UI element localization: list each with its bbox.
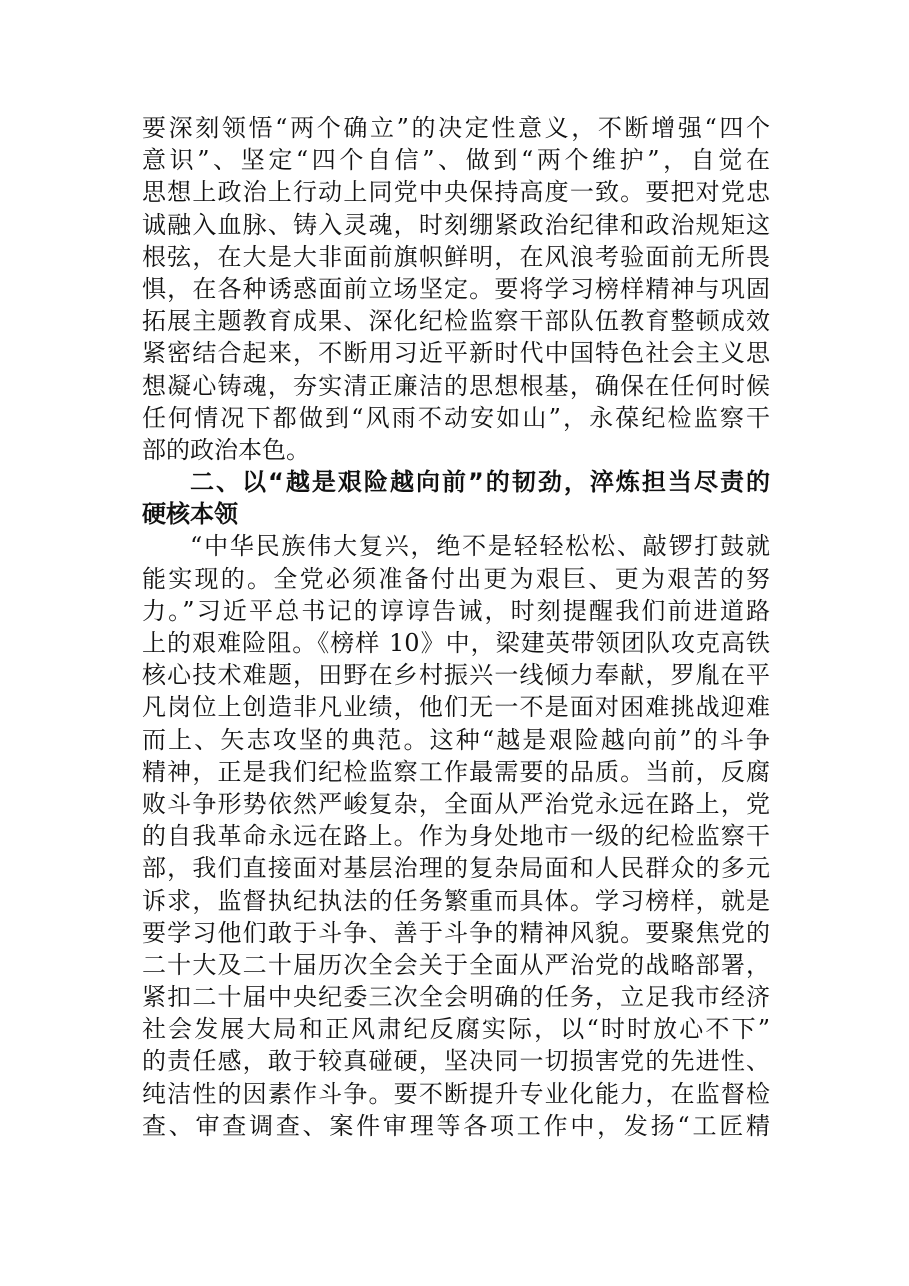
text-line: 力。”习近平总书记的谆谆告诫，时刻提醒我们前进道路 [142, 596, 770, 625]
text-line: 二十大及二十届历次全会关于全面从严治党的战略部署， [142, 950, 770, 979]
text-line: 部的政治本色。 [142, 435, 310, 464]
text-line: 思想上政治上行动上同党中央保持高度一致。要把对党忠 [142, 178, 770, 207]
text-line: 凡岗位上创造非凡业绩，他们无一不是面对困难挑战迎难 [142, 693, 770, 722]
text-line: 查、审查调查、案件审理等各项工作中，发扬“工匠精 [142, 1111, 770, 1140]
text-line: 根弦，在大是大非面前旗帜鲜明，在风浪考验面前无所畏 [142, 242, 770, 271]
text-line: 败斗争形势依然严峻复杂，全面从严治党永远在路上，党 [142, 789, 770, 818]
text-line: 惧，在各种诱惑面前立场坚定。要将学习榜样精神与巩固 [142, 274, 770, 303]
text-line: 核心技术难题，田野在乡村振兴一线倾力奉献，罗胤在平 [142, 661, 770, 690]
text-line: 诚融入血脉、铸入灵魂，时刻绷紧政治纪律和政治规矩这 [142, 210, 770, 239]
text-line: 社会发展大局和正风肃纪反腐实际，以“时时放心不下” [142, 1015, 770, 1044]
text-line: 拓展主题教育成果、深化纪检监察干部队伍教育整顿成效 [142, 307, 770, 336]
text-line: 部，我们直接面对基层治理的复杂局面和人民群众的多元 [142, 854, 770, 883]
text-line: 的自我革命永远在路上。作为身处地市一级的纪检监察干 [142, 822, 770, 851]
text-line: 要学习他们敢于斗争、善于斗争的精神风貌。要聚焦党的 [142, 918, 770, 947]
text-line: 上的艰难险阻。《榜样 10》中，梁建英带领团队攻克高铁 [142, 629, 770, 657]
text-line: 精神，正是我们纪检监察工作最需要的品质。当前，反腐 [142, 757, 770, 786]
text-line: 意识”、坚定“四个自信”、做到“两个维护”，自觉在 [142, 146, 770, 175]
text-line: 能实现的。全党必须准备付出更为艰巨、更为艰苦的努 [142, 564, 770, 593]
text-line: 而上、矢志攻坚的典范。这种“越是艰险越向前”的斗争 [142, 725, 770, 754]
paragraph-1 [142, 112, 770, 466]
paragraph-2 [142, 530, 770, 1142]
text-line: 想凝心铸魂，夯实清正廉洁的思想根基，确保在任何时候 [142, 371, 770, 400]
text-line: 任何情况下都做到“风雨不动安如山”，永葆纪检监察干 [142, 403, 770, 432]
document-body [142, 112, 770, 1142]
text-line: “中华民族伟大复兴，绝不是轻轻松松、敲锣打鼓就 [190, 532, 770, 561]
text-line: 诉求，监督执纪执法的任务繁重而具体。学习榜样，就是 [142, 886, 770, 915]
heading-line: 二、以“越是艰险越向前”的韧劲，淬炼担当尽责的 [190, 468, 770, 497]
section-heading [142, 466, 770, 530]
text-line: 要深刻领悟“两个确立”的决定性意义，不断增强“四个 [142, 114, 770, 142]
text-line: 的责任感，敢于较真碰硬，坚决同一切损害党的先进性、 [142, 1047, 770, 1076]
heading-line: 硬核本领 [142, 500, 238, 529]
text-line: 纯洁性的因素作斗争。要不断提升专业化能力，在监督检 [142, 1079, 770, 1108]
text-line: 紧密结合起来，不断用习近平新时代中国特色社会主义思 [142, 339, 770, 368]
text-line: 紧扣二十届中央纪委三次全会明确的任务，立足我市经济 [142, 983, 770, 1012]
